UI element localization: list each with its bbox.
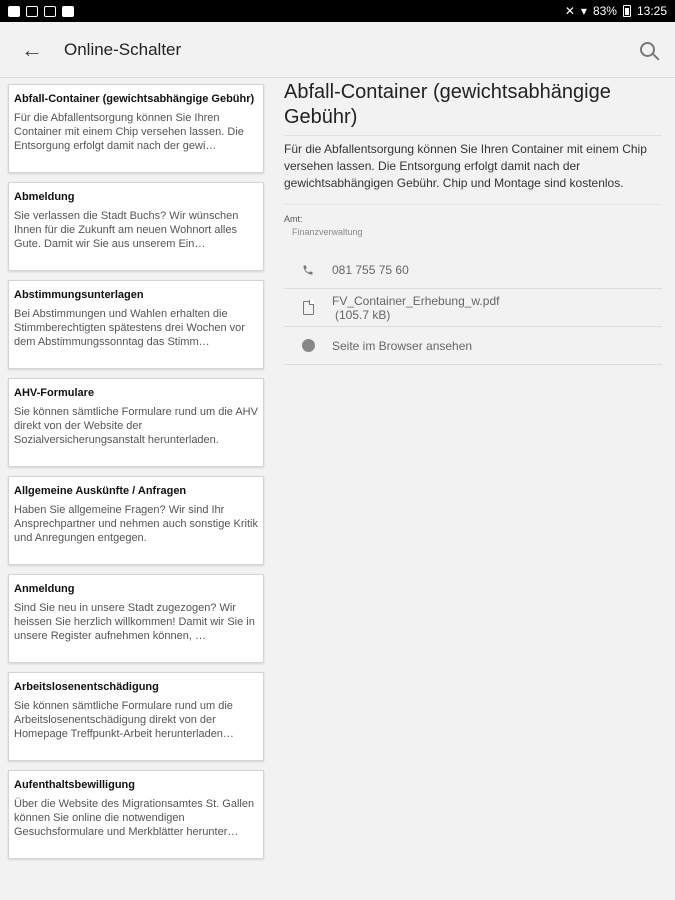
list-item-desc: Bei Abstimmungen und Wahlen erhalten die Stimmberechtigten spätestens drei Wochen vor dem Abstimmungssonntag das Stimm…: [14, 308, 245, 348]
globe-icon: [302, 339, 315, 352]
list-item[interactable]: [8, 574, 264, 663]
app-bar: [0, 22, 675, 78]
notification-icons: [8, 6, 74, 17]
phone-number: 081 755 75 60: [332, 262, 409, 277]
list-item[interactable]: [8, 770, 264, 859]
image-notification-icon: [44, 6, 56, 17]
detail-title: Abfall-Container (gewichtsabhängige Gebühr): [284, 80, 662, 136]
mute-icon: ✕: [564, 4, 575, 18]
browser-link: Seite im Browser ansehen: [332, 338, 473, 353]
list-item-desc: Sie können sämtliche Formulare rund um die Arbeitslosenentschädigung direkt von der Homepage Treffpunkt-Arbeit herunterladen…: [14, 700, 234, 740]
phone-icon: [302, 264, 314, 276]
department-label: Amt:: [284, 214, 303, 224]
file-icon: [303, 301, 314, 315]
list-item[interactable]: [8, 84, 264, 173]
list-item[interactable]: [8, 280, 264, 369]
wifi-icon: ▾: [580, 4, 587, 18]
list-item[interactable]: [8, 182, 264, 271]
list-item-desc: Sie verlassen die Stadt Buchs? Wir wünschen Ihnen für die Zukunft am neuen Wohnort alles Gute. Damit wir Sie aus unserem Ein…: [14, 210, 239, 250]
list-item-desc: Haben Sie allgemeine Fragen? Wir sind Ihr Ansprechpartner und nehmen auch sonstige Kritik und Anregungen entgegen.: [14, 504, 258, 544]
search-button[interactable]: [619, 42, 675, 57]
file-name: FV_Container_Erhebung_w.pdf: [332, 293, 500, 308]
list-item-title: AHV-Formulare: [14, 387, 95, 399]
list-item-title: Abstimmungsunterlagen: [14, 289, 144, 301]
department-info: [284, 204, 662, 251]
browser-row[interactable]: [284, 327, 662, 365]
list-item-title: Abmeldung: [14, 191, 75, 203]
list-item-desc: Über die Website des Migrationsamtes St. Gallen können Sie online die notwendigen Gesuchsformulare und Merkblätter herunter…: [14, 798, 255, 838]
department-value: Finanzverwaltung: [292, 227, 363, 237]
clock: 13:25: [636, 4, 667, 18]
list-item-title: Arbeitslosenentschädigung: [14, 681, 159, 693]
gallery-notification-icon: [8, 6, 20, 17]
list-item-desc: Für die Abfallentsorgung können Sie Ihren Container mit einem Chip versehen lassen. Die Entsorgung erfolgt damit nach der gewi…: [14, 112, 244, 152]
list-item-title: Aufenthaltsbewilligung: [14, 779, 135, 791]
detail-description: Für die Abfallentsorgung können Sie Ihren Container mit einem Chip versehen lassen. Die Entsorgung erfolgt damit nach der gewichtsabhängigen Gebühr. Chip und Montage sind kostenlos.: [284, 142, 647, 190]
detail-pane: [284, 80, 662, 365]
app-notification-icon: [62, 6, 74, 17]
list-item[interactable]: [8, 378, 264, 467]
phone-row[interactable]: [284, 251, 662, 289]
list-item-title: Anmeldung: [14, 583, 75, 595]
back-arrow-icon[interactable]: ←: [21, 36, 43, 62]
list-item[interactable]: [8, 476, 264, 565]
service-list: [8, 84, 264, 868]
battery-percent: 83%: [592, 4, 617, 18]
search-icon: [640, 42, 655, 57]
list-item-desc: Sie können sämtliche Formulare rund um die AHV direkt von der Website der Sozialversicherungsanstalt herunterladen.: [14, 406, 258, 446]
chat-notification-icon: [26, 6, 38, 17]
file-row[interactable]: [284, 289, 662, 327]
battery-icon: [623, 5, 631, 17]
page-title: Online-Schalter: [64, 39, 182, 59]
list-item-title: Allgemeine Auskünfte / Anfragen: [14, 485, 187, 497]
list-item-title: Abfall-Container (gewichtsabhängige Gebühr): [14, 93, 255, 105]
status-bar: [0, 0, 675, 22]
list-item-desc: Sind Sie neu in unsere Stadt zugezogen? Wir heissen Sie herzlich willkommen! Damit wir Sie in unsere Register aufnehmen können, …: [14, 602, 255, 642]
file-size: (105.7 kB): [335, 307, 391, 322]
list-item[interactable]: [8, 672, 264, 761]
